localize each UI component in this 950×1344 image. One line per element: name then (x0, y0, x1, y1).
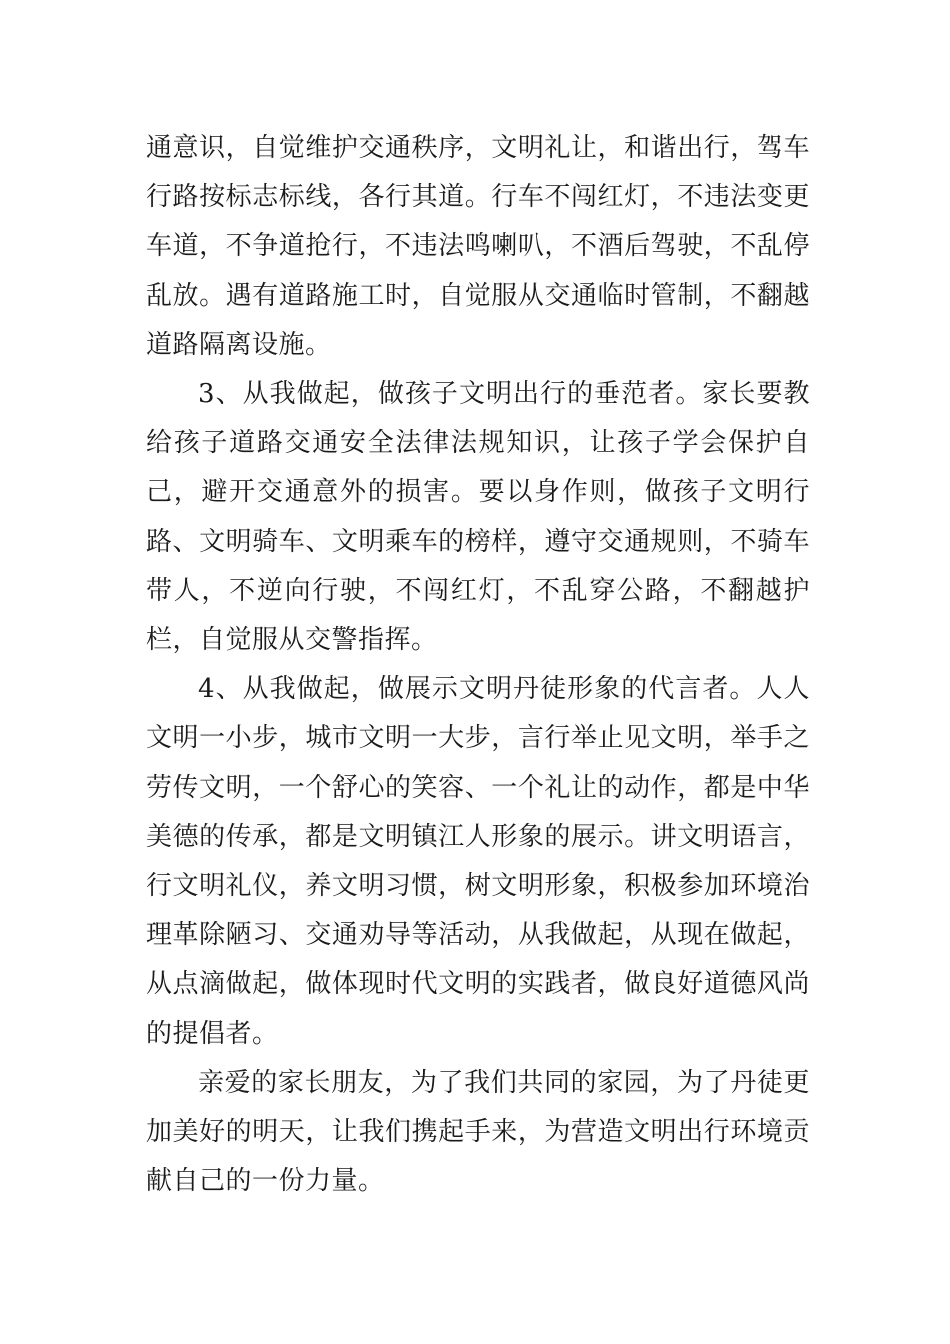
document-body (146, 124, 810, 1206)
paragraph-item-4: 4、从我做起，做展示文明丹徒形象的代言者。人人文明一小步，城市文明一大步，言行举止见文明，举手之劳传文明，一个舒心的笑容、一个礼让的动作，都是中华美德的传承，都是文明镇江人形象的展示。讲文明语言，行文明礼仪，养文明习惯，树文明形象，积极参加环境治理革除陋习、交通劝导等活动，从我做起，从现在做起，从点滴做起，做体现时代文明的实践者，做良好道德风尚的提倡者。 (146, 674, 810, 1049)
paragraph-item-3: 3、从我做起，做孩子文明出行的垂范者。家长要教给孩子道路交通安全法律法规知识，让孩子学会保护自己，避开交通意外的损害。要以身作则，做孩子文明行路、文明骑车、文明乘车的榜样，遵守交通规则，不骑车带人，不逆向行驶，不闯红灯，不乱穿公路，不翻越护栏，自觉服从交警指挥。 (146, 379, 810, 656)
paragraph-continuation: 通意识，自觉维护交通秩序，文明礼让，和谐出行，驾车行路按标志标线，各行其道。行车不闯红灯，不违法变更车道，不争道抢行，不违法鸣喇叭，不酒后驾驶，不乱停乱放。遇有道路施工时，自觉服从交通临时管制，不翻越道路隔离设施。 (146, 133, 810, 360)
paragraph-closing: 亲爱的家长朋友，为了我们共同的家园，为了丹徒更加美好的明天，让我们携起手来，为营造文明出行环境贡献自己的一份力量。 (146, 1067, 810, 1197)
